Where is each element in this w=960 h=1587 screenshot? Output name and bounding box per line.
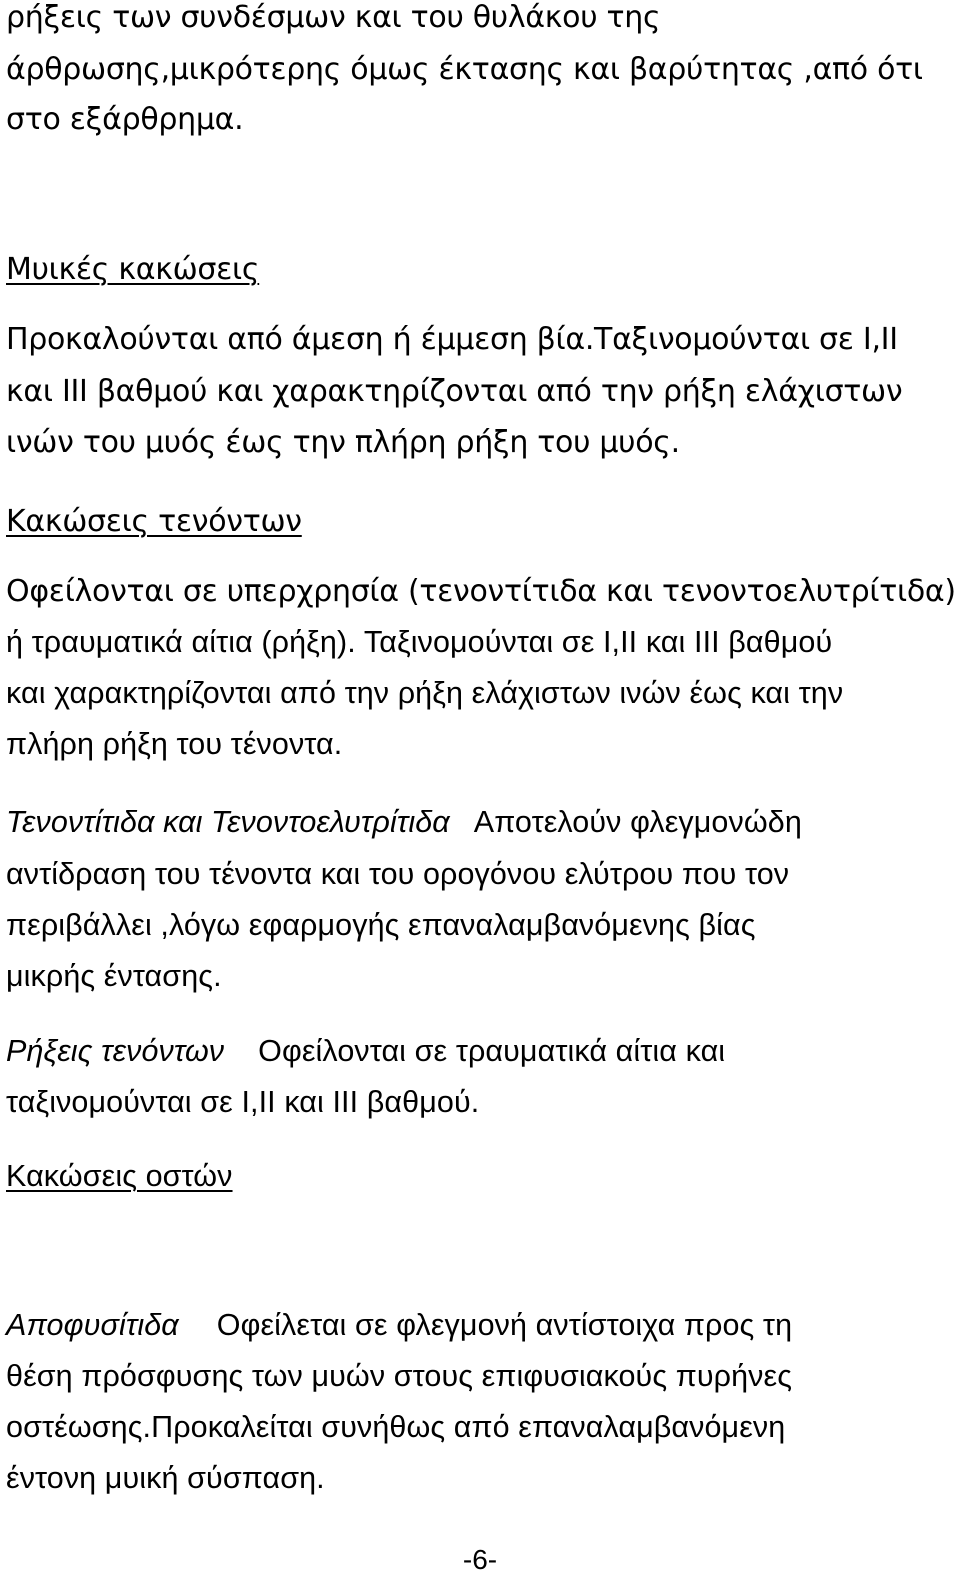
- tendinitis-text-1: Αποτελούν φλεγμονώδη: [473, 805, 802, 839]
- rupture-text-1: Οφείλονται σε τραυματικά αίτια και: [258, 1034, 726, 1068]
- bone-heading: Κακώσεις οστών: [6, 1159, 233, 1193]
- tendon-line-4: πλήρη ρήξη του τένοντα.: [6, 727, 343, 761]
- tendon-line-3: και χαρακτηρίζονται από την ρήξη ελάχιστων ινών έως και την: [6, 676, 844, 710]
- apophysitis-text-1: Οφείλεται σε φλεγμονή αντίστοιχα προς τη: [216, 1308, 793, 1342]
- tendinitis-line-2: αντίδραση του τένοντα και του ορογόνου ελύτρου που τον: [6, 857, 790, 891]
- tendon-line-2: ή τραυματικά αίτια (ρήξη). Ταξινομούνται σε Ι,ΙΙ και ΙΙΙ βαθμού: [6, 625, 833, 659]
- rupture-line-1: [6, 1036, 725, 1067]
- tendinitis-line-4: μικρής έντασης.: [6, 959, 222, 993]
- apophysitis-line-3: οστέωσης.Προκαλείται συνήθως από επαναλαμβανόμενη: [6, 1410, 786, 1444]
- apophysitis-term: Αποφυσίτιδα: [6, 1308, 179, 1342]
- intro-line-1: ρήξεις των συνδέσμων και του θυλάκου της: [6, 0, 661, 35]
- tendon-heading: Κακώσεις τενόντων: [6, 504, 302, 539]
- tendinitis-line-3: περιβάλλει ,λόγω εφαρμογής επαναλαμβανόμενης βίας: [6, 908, 756, 942]
- tendon-line-1: Οφείλονται σε υπερχρησία (τενοντίτιδα και τενοντοελυτρίτιδα): [6, 574, 956, 609]
- rupture-line-2: ταξινομούνται σε Ι,ΙΙ και ΙΙΙ βαθμού.: [6, 1085, 480, 1119]
- tendinitis-term: Τενοντίτιδα και Τενοντοελυτρίτιδα: [6, 805, 450, 839]
- tendinitis-line-1: [6, 807, 802, 838]
- muscle-line-2: και ΙΙΙ βαθμού και χαρακτηρίζονται από την ρήξη ελάχιστων: [6, 374, 903, 409]
- muscle-line-3: ινών του μυός έως την πλήρη ρήξη του μυός.: [6, 425, 680, 460]
- page-number: -6-: [462, 1544, 498, 1575]
- apophysitis-line-2: θέση πρόσφυσης των μυών στους επιφυσιακούς πυρήνες: [6, 1359, 792, 1393]
- muscle-heading: Μυικές κακώσεις: [6, 252, 260, 287]
- intro-line-3: στο εξάρθρημα.: [6, 102, 244, 137]
- apophysitis-line-1: [6, 1310, 792, 1341]
- apophysitis-line-4: έντονη μυική σύσπαση.: [6, 1461, 325, 1495]
- intro-line-2: άρθρωσης,μικρότερης όμως έκτασης και βαρύτητας ,από ότι: [6, 52, 923, 87]
- muscle-line-1: Προκαλούνται από άμεση ή έμμεση βία.Ταξινομούνται σε Ι,ΙΙ: [6, 322, 898, 357]
- rupture-term: Ρήξεις τενόντων: [6, 1034, 225, 1068]
